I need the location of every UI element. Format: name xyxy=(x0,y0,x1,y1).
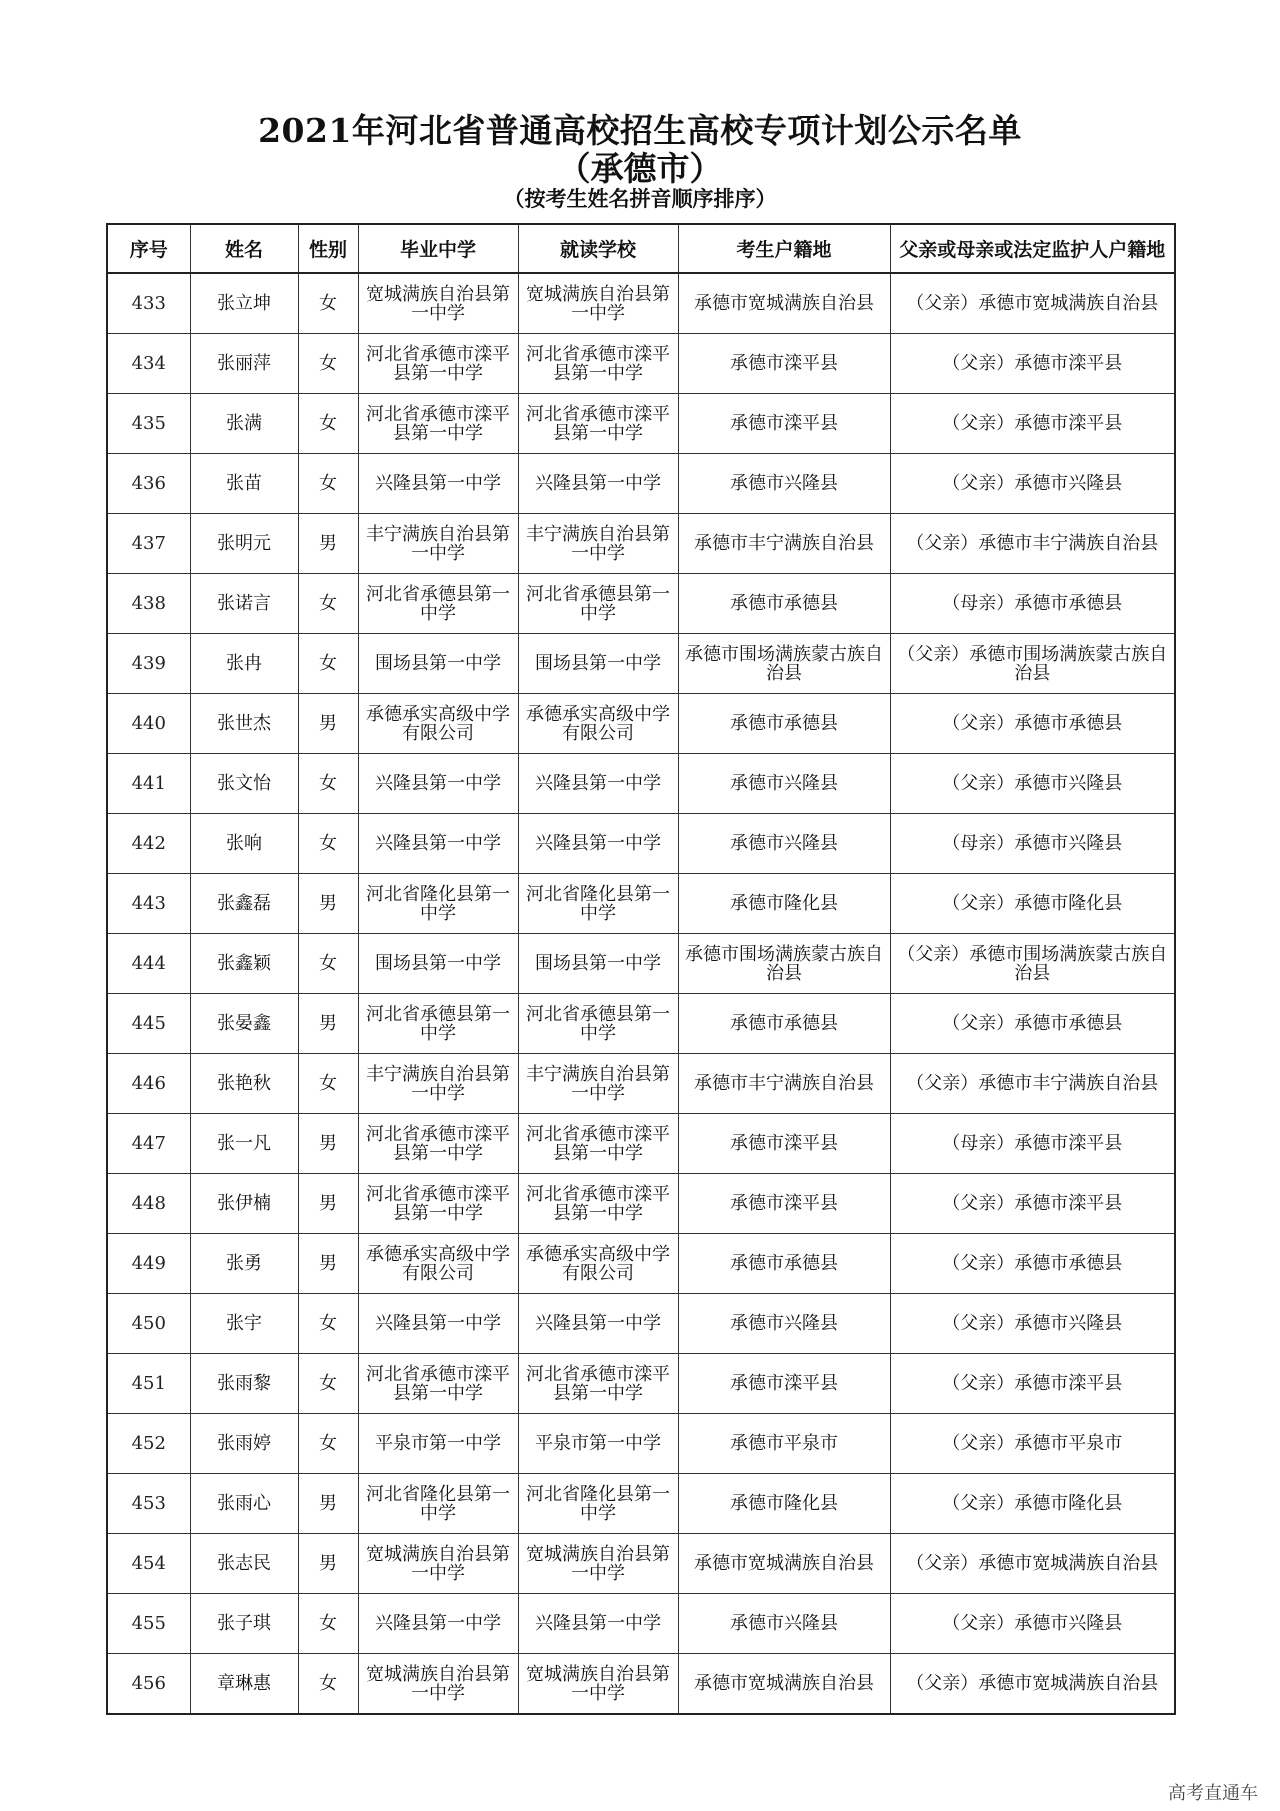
cell-current-school: 河北省隆化县第一中学 xyxy=(518,1474,678,1534)
cell-student-hukou: 承德市隆化县 xyxy=(678,1474,890,1534)
table-row xyxy=(107,1294,1175,1354)
cell-seq: 439 xyxy=(107,634,190,694)
cell-name: 张鑫颖 xyxy=(190,934,298,994)
table-row xyxy=(107,934,1175,994)
cell-student-hukou: 承德市隆化县 xyxy=(678,874,890,934)
table-row xyxy=(107,1534,1175,1594)
cell-seq: 448 xyxy=(107,1174,190,1234)
table-row xyxy=(107,574,1175,634)
cell-graduated-school: 兴隆县第一中学 xyxy=(358,454,518,514)
cell-seq: 451 xyxy=(107,1354,190,1414)
cell-name: 张子琪 xyxy=(190,1594,298,1654)
header-guardian-hukou: 父亲或母亲或法定监护人户籍地 xyxy=(890,224,1175,273)
cell-student-hukou: 承德市滦平县 xyxy=(678,1174,890,1234)
document-title: 2021年河北省普通高校招生高校专项计划公示名单 xyxy=(258,111,1022,150)
cell-current-school: 承德承实高级中学有限公司 xyxy=(518,694,678,754)
table-row xyxy=(107,1414,1175,1474)
cell-student-hukou: 承德市丰宁满族自治县 xyxy=(678,514,890,574)
cell-name: 张立坤 xyxy=(190,273,298,334)
cell-current-school: 承德承实高级中学有限公司 xyxy=(518,1234,678,1294)
cell-gender: 男 xyxy=(298,994,358,1054)
cell-seq: 442 xyxy=(107,814,190,874)
cell-gender: 女 xyxy=(298,273,358,334)
table-row xyxy=(107,273,1175,334)
cell-student-hukou: 承德市围场满族蒙古族自治县 xyxy=(678,634,890,694)
cell-guardian-hukou: （父亲）承德市围场满族蒙古族自治县 xyxy=(890,934,1175,994)
cell-student-hukou: 承德市承德县 xyxy=(678,1234,890,1294)
cell-student-hukou: 承德市滦平县 xyxy=(678,1114,890,1174)
cell-name: 张宇 xyxy=(190,1294,298,1354)
cell-guardian-hukou: （父亲）承德市承德县 xyxy=(890,1234,1175,1294)
cell-gender: 女 xyxy=(298,394,358,454)
cell-gender: 男 xyxy=(298,1474,358,1534)
cell-gender: 男 xyxy=(298,1114,358,1174)
cell-name: 张雨黎 xyxy=(190,1354,298,1414)
cell-gender: 女 xyxy=(298,1354,358,1414)
table-row xyxy=(107,694,1175,754)
cell-gender: 男 xyxy=(298,694,358,754)
cell-guardian-hukou: （父亲）承德市平泉市 xyxy=(890,1414,1175,1474)
cell-gender: 男 xyxy=(298,1234,358,1294)
header-current-school: 就读学校 xyxy=(518,224,678,273)
cell-student-hukou: 承德市兴隆县 xyxy=(678,1594,890,1654)
cell-name: 张丽萍 xyxy=(190,334,298,394)
cell-student-hukou: 承德市兴隆县 xyxy=(678,814,890,874)
table-row xyxy=(107,394,1175,454)
cell-current-school: 围场县第一中学 xyxy=(518,634,678,694)
cell-guardian-hukou: （父亲）承德市宽城满族自治县 xyxy=(890,1654,1175,1715)
cell-current-school: 兴隆县第一中学 xyxy=(518,754,678,814)
table-row xyxy=(107,1654,1175,1715)
cell-current-school: 围场县第一中学 xyxy=(518,934,678,994)
cell-gender: 女 xyxy=(298,454,358,514)
table-row xyxy=(107,1234,1175,1294)
cell-name: 章琳惠 xyxy=(190,1654,298,1715)
cell-graduated-school: 河北省承德市滦平县第一中学 xyxy=(358,1354,518,1414)
cell-name: 张鑫磊 xyxy=(190,874,298,934)
cell-gender: 女 xyxy=(298,1594,358,1654)
cell-name: 张文怡 xyxy=(190,754,298,814)
document-sort-note: （按考生姓名拼音顺序排序） xyxy=(503,186,777,211)
cell-guardian-hukou: （父亲）承德市兴隆县 xyxy=(890,1294,1175,1354)
cell-graduated-school: 河北省承德市滦平县第一中学 xyxy=(358,1114,518,1174)
cell-gender: 女 xyxy=(298,1654,358,1715)
table-header-row xyxy=(107,224,1175,273)
header-name: 姓名 xyxy=(190,224,298,273)
cell-student-hukou: 承德市承德县 xyxy=(678,994,890,1054)
cell-graduated-school: 丰宁满族自治县第一中学 xyxy=(358,514,518,574)
cell-current-school: 河北省隆化县第一中学 xyxy=(518,874,678,934)
cell-graduated-school: 兴隆县第一中学 xyxy=(358,1294,518,1354)
table-row xyxy=(107,514,1175,574)
cell-student-hukou: 承德市宽城满族自治县 xyxy=(678,1654,890,1715)
cell-seq: 456 xyxy=(107,1654,190,1715)
cell-current-school: 河北省承德市滦平县第一中学 xyxy=(518,1174,678,1234)
cell-seq: 450 xyxy=(107,1294,190,1354)
cell-seq: 435 xyxy=(107,394,190,454)
cell-guardian-hukou: （父亲）承德市围场满族蒙古族自治县 xyxy=(890,634,1175,694)
cell-current-school: 平泉市第一中学 xyxy=(518,1414,678,1474)
cell-guardian-hukou: （父亲）承德市宽城满族自治县 xyxy=(890,273,1175,334)
cell-gender: 女 xyxy=(298,574,358,634)
cell-gender: 男 xyxy=(298,514,358,574)
cell-gender: 女 xyxy=(298,814,358,874)
cell-current-school: 宽城满族自治县第一中学 xyxy=(518,273,678,334)
table-row xyxy=(107,814,1175,874)
cell-student-hukou: 承德市滦平县 xyxy=(678,394,890,454)
cell-name: 张一凡 xyxy=(190,1114,298,1174)
cell-guardian-hukou: （父亲）承德市滦平县 xyxy=(890,334,1175,394)
cell-current-school: 丰宁满族自治县第一中学 xyxy=(518,514,678,574)
cell-seq: 452 xyxy=(107,1414,190,1474)
cell-seq: 446 xyxy=(107,1054,190,1114)
cell-name: 张伊楠 xyxy=(190,1174,298,1234)
cell-graduated-school: 承德承实高级中学有限公司 xyxy=(358,1234,518,1294)
cell-graduated-school: 河北省隆化县第一中学 xyxy=(358,874,518,934)
header-student-hukou: 考生户籍地 xyxy=(678,224,890,273)
cell-graduated-school: 宽城满族自治县第一中学 xyxy=(358,273,518,334)
cell-student-hukou: 承德市平泉市 xyxy=(678,1414,890,1474)
cell-student-hukou: 承德市宽城满族自治县 xyxy=(678,273,890,334)
cell-student-hukou: 承德市兴隆县 xyxy=(678,754,890,814)
cell-current-school: 河北省承德县第一中学 xyxy=(518,994,678,1054)
cell-current-school: 河北省承德县第一中学 xyxy=(518,574,678,634)
cell-seq: 440 xyxy=(107,694,190,754)
cell-graduated-school: 河北省隆化县第一中学 xyxy=(358,1474,518,1534)
cell-guardian-hukou: （父亲）承德市兴隆县 xyxy=(890,754,1175,814)
cell-seq: 449 xyxy=(107,1234,190,1294)
cell-guardian-hukou: （父亲）承德市承德县 xyxy=(890,994,1175,1054)
cell-graduated-school: 围场县第一中学 xyxy=(358,634,518,694)
cell-seq: 441 xyxy=(107,754,190,814)
cell-gender: 女 xyxy=(298,934,358,994)
cell-graduated-school: 兴隆县第一中学 xyxy=(358,754,518,814)
document-subtitle-city: （承德市） xyxy=(557,149,723,188)
cell-current-school: 河北省承德市滦平县第一中学 xyxy=(518,1114,678,1174)
cell-graduated-school: 平泉市第一中学 xyxy=(358,1414,518,1474)
cell-graduated-school: 河北省承德县第一中学 xyxy=(358,574,518,634)
cell-graduated-school: 兴隆县第一中学 xyxy=(358,814,518,874)
table-row xyxy=(107,334,1175,394)
cell-seq: 445 xyxy=(107,994,190,1054)
cell-name: 张晏鑫 xyxy=(190,994,298,1054)
cell-student-hukou: 承德市兴隆县 xyxy=(678,1294,890,1354)
cell-seq: 443 xyxy=(107,874,190,934)
cell-current-school: 兴隆县第一中学 xyxy=(518,814,678,874)
cell-name: 张满 xyxy=(190,394,298,454)
cell-student-hukou: 承德市承德县 xyxy=(678,574,890,634)
cell-gender: 女 xyxy=(298,1054,358,1114)
cell-seq: 447 xyxy=(107,1114,190,1174)
cell-current-school: 宽城满族自治县第一中学 xyxy=(518,1654,678,1715)
cell-graduated-school: 河北省承德县第一中学 xyxy=(358,994,518,1054)
cell-student-hukou: 承德市滦平县 xyxy=(678,334,890,394)
cell-graduated-school: 宽城满族自治县第一中学 xyxy=(358,1654,518,1715)
cell-seq: 438 xyxy=(107,574,190,634)
admission-list-table xyxy=(106,223,1176,1715)
table-row xyxy=(107,1054,1175,1114)
cell-name: 张明元 xyxy=(190,514,298,574)
table-row xyxy=(107,1594,1175,1654)
cell-guardian-hukou: （父亲）承德市滦平县 xyxy=(890,1174,1175,1234)
table-row xyxy=(107,1474,1175,1534)
cell-guardian-hukou: （父亲）承德市承德县 xyxy=(890,694,1175,754)
cell-seq: 444 xyxy=(107,934,190,994)
cell-student-hukou: 承德市兴隆县 xyxy=(678,454,890,514)
cell-name: 张冉 xyxy=(190,634,298,694)
cell-guardian-hukou: （母亲）承德市承德县 xyxy=(890,574,1175,634)
cell-student-hukou: 承德市丰宁满族自治县 xyxy=(678,1054,890,1114)
table-row xyxy=(107,454,1175,514)
cell-graduated-school: 河北省承德市滦平县第一中学 xyxy=(358,334,518,394)
cell-seq: 455 xyxy=(107,1594,190,1654)
cell-graduated-school: 河北省承德市滦平县第一中学 xyxy=(358,1174,518,1234)
table-row xyxy=(107,994,1175,1054)
cell-name: 张苗 xyxy=(190,454,298,514)
cell-seq: 437 xyxy=(107,514,190,574)
cell-current-school: 宽城满族自治县第一中学 xyxy=(518,1534,678,1594)
header-seq: 序号 xyxy=(107,224,190,273)
cell-seq: 434 xyxy=(107,334,190,394)
cell-current-school: 兴隆县第一中学 xyxy=(518,1294,678,1354)
cell-graduated-school: 河北省承德市滦平县第一中学 xyxy=(358,394,518,454)
header-gender: 性别 xyxy=(298,224,358,273)
table-row xyxy=(107,1114,1175,1174)
cell-gender: 女 xyxy=(298,334,358,394)
cell-seq: 436 xyxy=(107,454,190,514)
cell-seq: 453 xyxy=(107,1474,190,1534)
cell-name: 张勇 xyxy=(190,1234,298,1294)
cell-name: 张响 xyxy=(190,814,298,874)
cell-current-school: 丰宁满族自治县第一中学 xyxy=(518,1054,678,1114)
cell-guardian-hukou: （父亲）承德市宽城满族自治县 xyxy=(890,1534,1175,1594)
cell-name: 张艳秋 xyxy=(190,1054,298,1114)
header-graduated-school: 毕业中学 xyxy=(358,224,518,273)
cell-current-school: 兴隆县第一中学 xyxy=(518,454,678,514)
cell-graduated-school: 承德承实高级中学有限公司 xyxy=(358,694,518,754)
cell-gender: 男 xyxy=(298,874,358,934)
cell-guardian-hukou: （父亲）承德市丰宁满族自治县 xyxy=(890,1054,1175,1114)
table-row xyxy=(107,1354,1175,1414)
cell-guardian-hukou: （父亲）承德市隆化县 xyxy=(890,1474,1175,1534)
cell-graduated-school: 兴隆县第一中学 xyxy=(358,1594,518,1654)
cell-guardian-hukou: （父亲）承德市兴隆县 xyxy=(890,454,1175,514)
cell-guardian-hukou: （父亲）承德市滦平县 xyxy=(890,1354,1175,1414)
cell-name: 张世杰 xyxy=(190,694,298,754)
cell-seq: 454 xyxy=(107,1534,190,1594)
table-row xyxy=(107,634,1175,694)
cell-gender: 女 xyxy=(298,1294,358,1354)
cell-guardian-hukou: （父亲）承德市隆化县 xyxy=(890,874,1175,934)
cell-current-school: 河北省承德市滦平县第一中学 xyxy=(518,334,678,394)
cell-guardian-hukou: （母亲）承德市滦平县 xyxy=(890,1114,1175,1174)
cell-student-hukou: 承德市宽城满族自治县 xyxy=(678,1534,890,1594)
cell-guardian-hukou: （母亲）承德市兴隆县 xyxy=(890,814,1175,874)
cell-seq: 433 xyxy=(107,273,190,334)
cell-name: 张诺言 xyxy=(190,574,298,634)
cell-gender: 男 xyxy=(298,1174,358,1234)
cell-student-hukou: 承德市滦平县 xyxy=(678,1354,890,1414)
table-row xyxy=(107,874,1175,934)
watermark: 高考直通车 xyxy=(1168,1783,1258,1804)
cell-gender: 女 xyxy=(298,1414,358,1474)
cell-gender: 男 xyxy=(298,1534,358,1594)
cell-graduated-school: 围场县第一中学 xyxy=(358,934,518,994)
cell-gender: 女 xyxy=(298,634,358,694)
cell-current-school: 河北省承德市滦平县第一中学 xyxy=(518,394,678,454)
cell-student-hukou: 承德市围场满族蒙古族自治县 xyxy=(678,934,890,994)
cell-guardian-hukou: （父亲）承德市丰宁满族自治县 xyxy=(890,514,1175,574)
cell-guardian-hukou: （父亲）承德市滦平县 xyxy=(890,394,1175,454)
cell-name: 张雨心 xyxy=(190,1474,298,1534)
table-row xyxy=(107,1174,1175,1234)
cell-guardian-hukou: （父亲）承德市兴隆县 xyxy=(890,1594,1175,1654)
cell-name: 张志民 xyxy=(190,1534,298,1594)
cell-gender: 女 xyxy=(298,754,358,814)
cell-current-school: 兴隆县第一中学 xyxy=(518,1594,678,1654)
cell-graduated-school: 丰宁满族自治县第一中学 xyxy=(358,1054,518,1114)
cell-student-hukou: 承德市承德县 xyxy=(678,694,890,754)
cell-current-school: 河北省承德市滦平县第一中学 xyxy=(518,1354,678,1414)
table-row xyxy=(107,754,1175,814)
cell-name: 张雨婷 xyxy=(190,1414,298,1474)
cell-graduated-school: 宽城满族自治县第一中学 xyxy=(358,1534,518,1594)
